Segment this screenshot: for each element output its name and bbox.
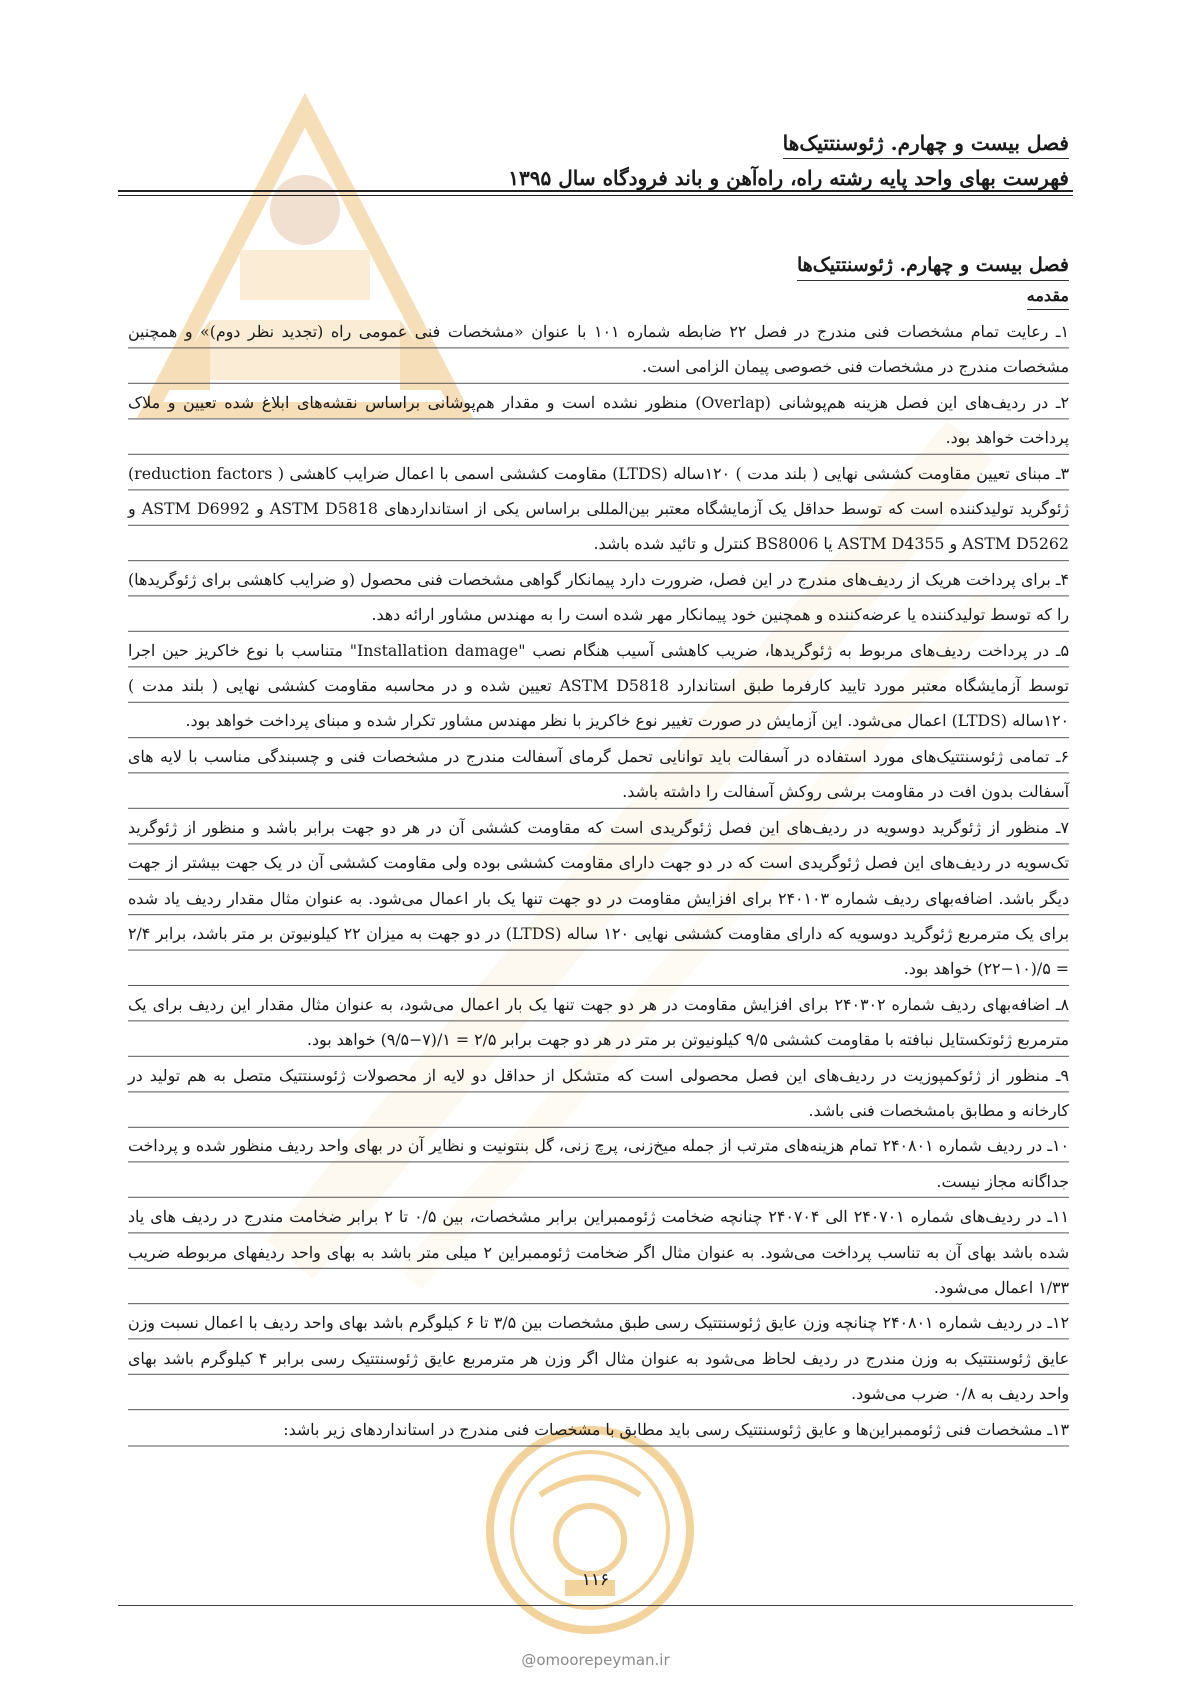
intro-label: مقدمه <box>1027 283 1069 310</box>
section-title: فصل بیست و چهارم. ژئوسنتتیک‌ها <box>797 250 1069 281</box>
paragraph-7: ۷ـ منظور از ژئوگرید دوسویه در ردیف‌های این فصل ژئوگریدی است که مقاومت کششی آن در هر دو جهت برابر باشد و منظور از ژئوگرید تک‌سویه در ردیف‌های این فصل ژئوگریدی است که در دو جهت دارای مقاومت کششی بوده ولی مقاومت کششی آن در یک جهت بیشتر از جهت دیگر باشد. اضافه‌بهای ردیف شماره ۲۴۰۱۰۳ برای افزایش مقاومت در دو جهت تنها یک بار اعمال می‌شود. به عنوان مثال مقدار ردیف یاد شده برای یک مترمربع ژئوگرید دوسویه که دارای مقاومت کششی نهایی ۱۲۰ ساله (LTDS) در دو جهت به میزان ۲۲ کیلونیوتن بر متر باشد، برابر ۲/۴ = ۵/(۱۰−۲۲) خواهد بود. <box>128 810 1069 987</box>
paragraph-1: ۱ـ رعایت تمام مشخصات فنی مندرج در فصل ۲۲ ضابطه شماره ۱۰۱ با عنوان «مشخصات فنی عمومی راه (تجدید نظر دوم)» و همچنین مشخصات مندرج در مشخصات فنی خصوصی پیمان الزامی است. <box>128 314 1069 385</box>
footer-rule <box>118 1605 1073 1606</box>
header-book-title: فهرست بهای واحد پایه رشته راه، راه‌آهن و باند فرودگاه سال ۱۳۹۵ <box>508 166 1069 190</box>
page-number: ۱۱۶ <box>581 1570 610 1590</box>
page-header <box>128 128 1069 193</box>
watermark-seal <box>480 1420 700 1640</box>
paragraph-5: ۵ـ در پرداخت ردیف‌های مربوط به ژئوگریدها، ضریب کاهشی آسیب هنگام نصب "Installation damage" متناسب با نوع خاکریز حین اجرا توسط آزمایشگاه معتبر مورد تایید کارفرما طبق استاندارد ASTM D5818 تعیین شده و در محاسبه مقاومت کششی نهایی ( بلند مدت ) ۱۲۰ساله (LTDS) اعمال می‌شود. این آزمایش در صورت تغییر نوع خاکریز با نظر مهندس مشاور تکرار شده و مبنای پرداخت خواهد بود. <box>128 633 1069 739</box>
paragraph-2: ۲ـ در ردیف‌های این فصل هزینه هم‌پوشانی (Overlap) منظور نشده است و مقدار هم‌پوشانی براساس نقشه‌های ابلاغ شده تعیین و ملاک پرداخت خواهد بود. <box>128 385 1069 456</box>
paragraph-4: ۴ـ برای پرداخت هریک از ردیف‌های مندرج در این فصل، ضرورت دارد پیمانکار گواهی مشخصات فنی محصول (و ضرایب کاهشی برای ژئوگریدها) را که توسط تولیدکننده یا عرضه‌کننده و همچنین خود پیمانکار مهر شده است را به مهندس مشاور ارائه دهد. <box>128 562 1069 633</box>
header-chapter-title: فصل بیست و چهارم. ژئوسنتتیک‌ها <box>783 128 1069 159</box>
paragraph-3: ۳ـ مبنای تعیین مقاومت کششی نهایی ( بلند مدت ) ۱۲۰ساله (LTDS) مقاومت کششی اسمی با اعمال ضرایب کاهشی ( reduction factors) ژئوگرید تولیدکننده است که توسط حداقل یک آزمایشگاه معتبر بین‌المللی براساس یکی از استانداردهای ASTM D5818 و ASTM D6992 و ASTM D5262 و ASTM D4355 یا BS8006 کنترل و تائید شده باشد. <box>128 456 1069 562</box>
header-rule <box>118 190 1073 196</box>
main-content <box>128 250 1069 1447</box>
paragraph-10: ۱۰ـ در ردیف شماره ۲۴۰۸۰۱ تمام هزینه‌های مترتب از جمله میخ‌زنی، پرچ زنی، گل بنتونیت و نظایر آن در بهای واحد ردیف منظور شده و پرداخت جداگانه مجاز نیست. <box>128 1128 1069 1199</box>
paragraph-8: ۸ـ اضافه‌بهای ردیف شماره ۲۴۰۳۰۲ برای افزایش مقاومت در هر دو جهت تنها یک بار اعمال می‌شود، به عنوان مثال مقدار این ردیف برای یک مترمربع ژئوتکستایل نبافته با مقاومت کششی ۹/۵ کیلونیوتن بر متر در هر دو جهت برابر ۲/۵ = ۱/(۷−۹/۵) خواهد بود. <box>128 987 1069 1058</box>
paragraph-13: ۱۳ـ مشخصات فنی ژئوممبراین‌ها و عایق ژئوسنتتیک رسی باید مطابق با مشخصات فنی مندرج در استانداردهای زیر باشد: <box>128 1412 1069 1447</box>
watermark-site-text: @omoorepeyman.ir <box>521 1651 670 1669</box>
paragraph-11: ۱۱ـ در ردیف‌های شماره ۲۴۰۷۰۱ الی ۲۴۰۷۰۴ چنانچه ضخامت ژئوممبراین برابر مشخصات، بین ۰/۵ تا ۲ برابر ضخامت مندرج در ردیف های یاد شده باشد بهای آن به تناسب پرداخت می‌شود. به عنوان مثال اگر ضخامت ژئوممبراین ۲ میلی متر باشد به بهای واحد ردیفهای مربوطه ضریب ۱/۳۳ اعمال می‌شود. <box>128 1199 1069 1305</box>
paragraph-12: ۱۲ـ در ردیف شماره ۲۴۰۸۰۱ چنانچه وزن عایق ژئوسنتتیک رسی طبق مشخصات بین ۳/۵ تا ۶ کیلوگرم باشد بهای واحد ردیف با اعمال نسبت وزن عایق ژئوسنتتیک به وزن مندرج در ردیف لحاظ می‌شود به عنوان مثال اگر وزن هر مترمربع عایق ژئوسنتتیک رسی برابر ۴ کیلوگرم باشد بهای واحد ردیف به ۰/۸ ضرب می‌شود. <box>128 1305 1069 1411</box>
paragraph-list <box>128 314 1069 1447</box>
paragraph-9: ۹ـ منظور از ژئوکمپوزیت در ردیف‌های این فصل محصولی است که متشکل از حداقل دو لایه از محصولات ژئوسنتتیک متصل به هم تولید در کارخانه و مطابق بامشخصات فنی باشد. <box>128 1058 1069 1129</box>
paragraph-6: ۶ـ تمامی ژئوسنتتیک‌های مورد استفاده در آسفالت باید توانایی تحمل گرمای آسفالت مندرج در مشخصات فنی و چسبندگی مناسب با لایه های آسفالت بدون افت در مقاومت برشی روکش آسفالت را داشته باشد. <box>128 739 1069 810</box>
